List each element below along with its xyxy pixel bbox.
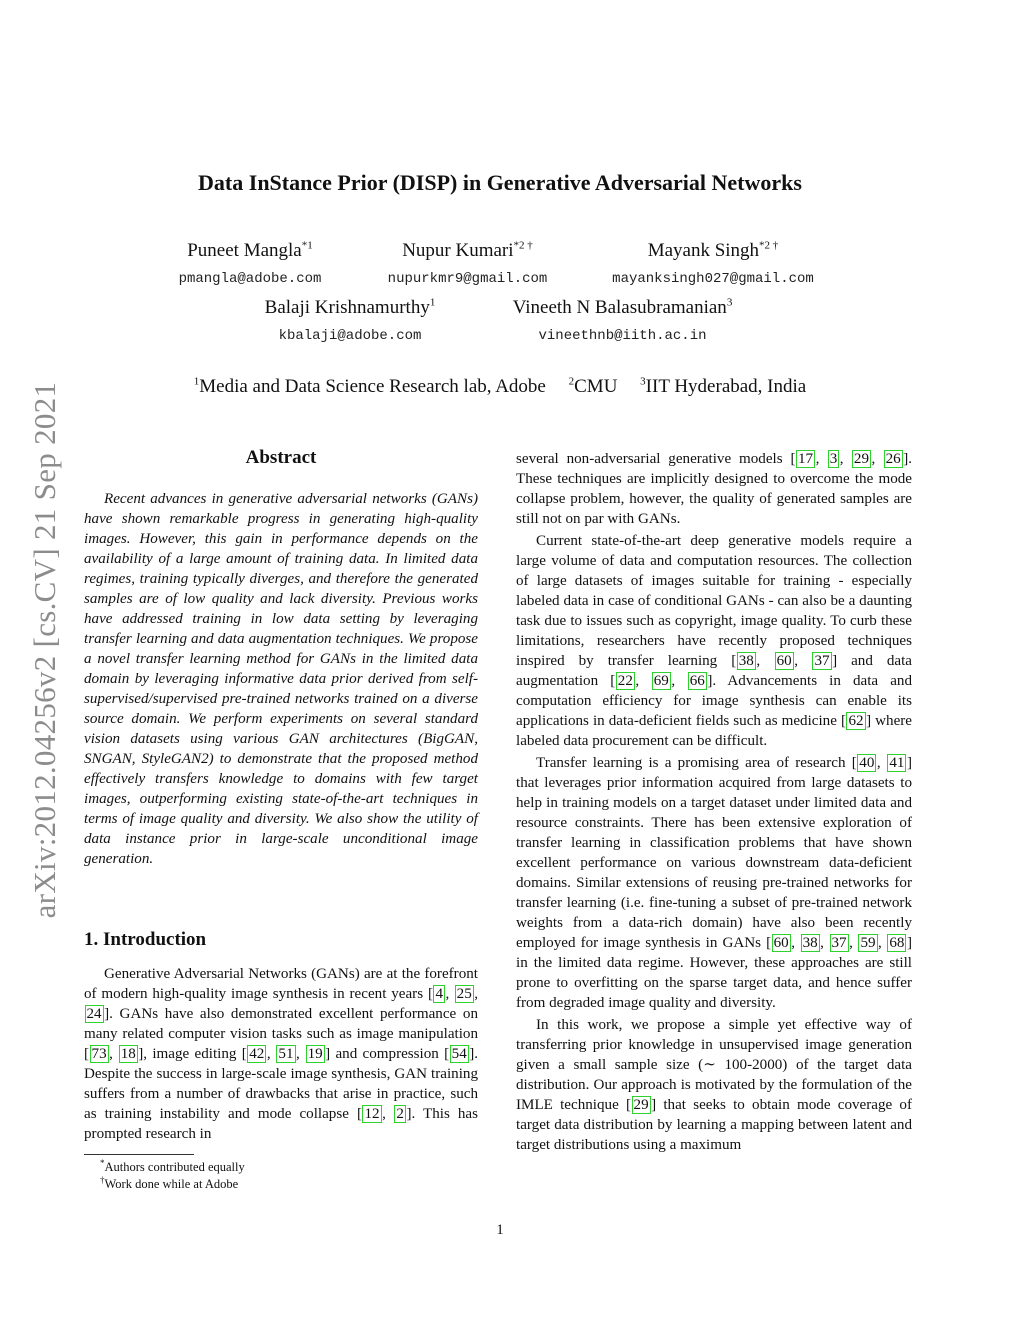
- arxiv-sidebar: [20, 355, 70, 945]
- citation-link[interactable]: 37: [831, 935, 847, 951]
- paper-title: Data InStance Prior (DISP) in Generative Adversarial Networks: [198, 170, 802, 195]
- citation-link[interactable]: 24: [86, 1006, 102, 1022]
- text-run: In this work, we propose a simple yet effective way of transferring prior knowledge in unsupervised image generation given a small sample size (∼ 100-2000) of the target data distribution. Our approach is motivated by the formulation of the IMLE technique [: [516, 1017, 912, 1113]
- citation-link[interactable]: 62: [848, 713, 864, 729]
- citation-link[interactable]: 17: [798, 451, 814, 467]
- footnotes: [84, 1159, 245, 1193]
- arxiv-identifier: arXiv:2012.04256v2 [cs.CV] 21 Sep 2021: [27, 381, 62, 919]
- citation-link[interactable]: 41: [889, 755, 905, 771]
- citation-link[interactable]: 51: [278, 1046, 294, 1062]
- intro-paragraph: [84, 964, 478, 1144]
- citation-link[interactable]: 25: [456, 986, 472, 1002]
- author-email: kbalaji@adobe.com: [278, 328, 422, 344]
- citation-link[interactable]: 54: [451, 1046, 467, 1062]
- author-name: Vineeth N Balasubramanian$^3$: [512, 296, 733, 318]
- text-run: ] and data augmentation [: [516, 653, 912, 689]
- author-name: Balaji Krishnamurthy$^1$: [264, 296, 436, 318]
- text-run: ] that leverages prior information acquired from large datasets to help in training models on a target dataset under limited data and resource constraints. There has been extensive exploration of transfer learning in classification problems that have shown excellent performance on various downstream data-deficient domains. Similar extensions of reusing pre-trained networks for transfer learning (i.e. fine-tuning a subset of pre-trained network weights from a data-rich domain) have also been recently employed for image synthesis in GANs [: [516, 755, 912, 951]
- citation-link[interactable]: 68: [889, 935, 905, 951]
- text-run: ]. These techniques are implicitly designed to overcome the mode collapse problem, however, the quality of generated samples are still not on par with GANs.: [516, 451, 913, 527]
- text-run: ,: [878, 935, 887, 951]
- text-run: ] and compression [: [325, 1046, 450, 1062]
- text-run: ,: [871, 451, 884, 467]
- text-run: ] in the limited data regime. However, these approaches are still prone to overfitting on the sparse target data, and hence suffer from degraded image quality and diversity.: [516, 935, 912, 1011]
- citation-link[interactable]: 60: [776, 653, 792, 669]
- text-run: ,: [820, 935, 829, 951]
- affiliation-item: $^1$Media and Data Science Research lab, Adobe: [193, 375, 546, 397]
- author-email: pmangla@adobe.com: [178, 271, 322, 287]
- text-run: ,: [791, 935, 801, 951]
- author-name: Mayank Singh$^{*2 \dagger}$: [647, 239, 779, 261]
- body-paragraph: [516, 531, 912, 751]
- abstract-text: Recent advances in generative adversarial networks (GANs) have shown remarkable progress in generating high-quality images. However, this gain in performance depends on the availability of a large amount of training data. In limited data regimes, training typically diverges, and therefore the generated samples are of low quality and lack diversity. Previous works have addressed training in low data setting by leveraging transfer learning and data augmentation techniques. We propose a novel transfer learning method for GANs in the limited data domain by leveraging informative data prior derived from self-supervised/supervised pre-trained networks trained on a diverse source domain. We perform experiments on several standard vision datasets using various GAN architectures (BigGAN, SNGAN, StyleGAN2) to demonstrate that the proposed method effectively transfers knowledge to domains with few target images, outperforming existing state-of-the-art techniques in terms of image quality and diversity. We also show the utility of data instance prior in large-scale unconditional image generation.: [84, 491, 478, 867]
- body-paragraph: [516, 449, 912, 529]
- text-run: Generative Adversarial Networks (GANs) are at the forefront of modern high-quality image synthesis in recent years: [84, 966, 478, 1002]
- citation-link[interactable]: 73: [91, 1046, 107, 1062]
- text-run: ], image editing [: [138, 1046, 247, 1062]
- text-run: ,: [876, 755, 887, 771]
- citation-link[interactable]: 38: [738, 653, 754, 669]
- text-run: several non-adversarial generative models [: [516, 451, 796, 467]
- citation-link[interactable]: 37: [814, 653, 830, 669]
- author-block: [150, 240, 350, 287]
- author-block: [500, 297, 745, 344]
- citation-link[interactable]: 2: [396, 1106, 404, 1122]
- text-run: Current state-of-the-art deep generative models require a large volume of data and computation resources. The collection of large datasets of images suitable for training - especially labeled data in case of conditional GANs - can also be a daunting task due to issues such as copyright, image quality. To curb these limitations, researchers have recently proposed techniques inspired by transfer learning [: [516, 533, 912, 669]
- text-run: [: [427, 986, 433, 1002]
- author-email: mayanksingh027@gmail.com: [612, 271, 814, 287]
- body-paragraph: [516, 753, 912, 1013]
- text-run: ]. Despite the success in large-scale image synthesis, GAN training suffers from a number of drawbacks that arise in practice, such as training instability and mode collapse [: [84, 1046, 479, 1122]
- citation-link[interactable]: 3: [829, 451, 838, 467]
- citation-link[interactable]: 29: [633, 1097, 649, 1113]
- citation-link[interactable]: 60: [773, 935, 789, 951]
- author-name: Nupur Kumari$^{*2 \dagger}$: [402, 239, 533, 261]
- text-run: Transfer learning is a promising area of research [: [536, 755, 857, 771]
- author-email: vineethnb@iith.ac.in: [538, 328, 707, 344]
- affiliation-item: $^3$IIT Hyderabad, India: [640, 375, 807, 397]
- author-email: nupurkmr9@gmail.com: [387, 271, 548, 287]
- citation-link[interactable]: 66: [689, 673, 705, 689]
- footnote-rule: [84, 1154, 194, 1155]
- abstract-heading: Abstract: [245, 447, 317, 468]
- intro-body: [84, 964, 478, 1144]
- text-run: ,: [445, 986, 455, 1002]
- text-run: ,: [756, 653, 775, 669]
- footnote: †Work done while at Adobe: [100, 1174, 239, 1191]
- text-run: ,: [635, 673, 652, 689]
- citation-link[interactable]: 59: [860, 935, 876, 951]
- citation-link[interactable]: 42: [249, 1046, 265, 1062]
- body-paragraph: [516, 1015, 912, 1155]
- author-block: [245, 297, 455, 344]
- citation-link[interactable]: 29: [853, 451, 869, 467]
- text-run: ,: [266, 1046, 276, 1062]
- citation-link[interactable]: 4: [435, 986, 444, 1002]
- text-run: ] where labeled data procurement can be difficult.: [516, 713, 913, 749]
- author-block: [360, 240, 575, 287]
- abstract-body: [84, 489, 478, 869]
- text-run: ]. This has prompted research in: [84, 1106, 479, 1142]
- footnote: *Authors contributed equally: [100, 1157, 245, 1174]
- affiliations: [0, 376, 1000, 398]
- text-run: ,: [815, 451, 828, 467]
- page-number: 1: [496, 1222, 504, 1238]
- section-heading: 1. Introduction: [84, 929, 207, 950]
- affiliation-item: $^2$CMU: [568, 375, 618, 397]
- citation-link[interactable]: 26: [885, 451, 901, 467]
- text-run: ]. Advancements in data and computation efficiency for image synthesis can enable its applications in data-deficient fields such as medicine [: [516, 673, 913, 729]
- author-block: [598, 240, 828, 287]
- citation-link[interactable]: 19: [307, 1046, 323, 1062]
- text-run: ,: [839, 451, 852, 467]
- citation-link[interactable]: 40: [859, 755, 875, 771]
- author-name: Puneet Mangla$^{*1}$: [187, 239, 313, 261]
- text-run: ,: [474, 986, 479, 1002]
- citation-link[interactable]: 69: [653, 673, 669, 689]
- text-run: ] that seeks to obtain mode coverage of target data distribution by learning a mapping between latent and target distributions using a maximum: [516, 1097, 912, 1153]
- citation-link[interactable]: 38: [802, 935, 818, 951]
- text-run: ,: [109, 1046, 119, 1062]
- text-run: ]. GANs have also demonstrated excellent performance on many related computer vision tasks such as image manipulation [: [84, 1006, 478, 1062]
- text-run: ,: [849, 935, 858, 951]
- text-run: ,: [382, 1106, 394, 1122]
- text-run: ,: [296, 1046, 306, 1062]
- right-column: [516, 449, 912, 1155]
- text-run: ,: [794, 653, 812, 669]
- text-run: ,: [671, 673, 688, 689]
- citation-link[interactable]: 18: [120, 1046, 136, 1062]
- citation-link[interactable]: 12: [364, 1106, 380, 1122]
- citation-link[interactable]: 22: [617, 673, 633, 689]
